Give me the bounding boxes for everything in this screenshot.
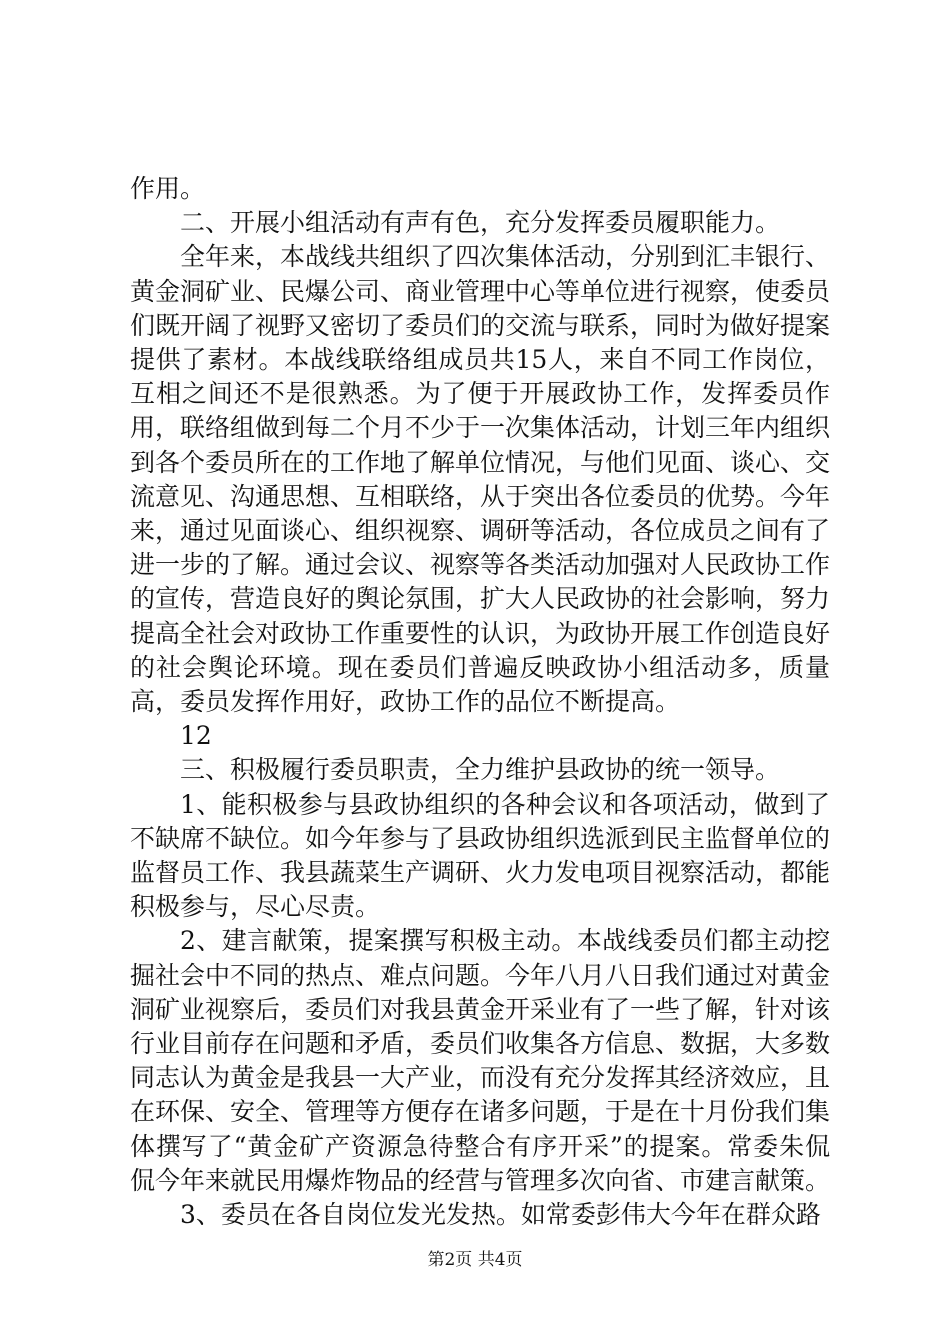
paragraph-group-activities: 全年来，本战线共组织了四次集体活动，分别到汇丰银行、黄金洞矿业、民爆公司、商业管理中心等单位进行视察，使委员们既开阔了视野又密切了委员们的交流与联系，同时为做好提案提供了素材。本战线联络组成员共15人，来自不同工作岗位，互相之间还不是很熟悉。为了便于开展政协工作，发挥委员作用，联络组做到每二个月不少于一次集体活动，计划三年内组织到各个委员所在的工作地了解单位情况，与他们见面、谈心、交流意见、沟通思想、互相联络，从于突出各位委员的优势。今年来，通过见面谈心、组织视察、调研等活动，各位成员之间有了进一步的了解。通过会议、视察等各类活动加强对人民政协工作的宣传，营造良好的舆论氛围，扩大人民政协的社会影响，努力提高全社会对政协工作重要性的认识，为政协开展工作创造良好的社会舆论环境。现在委员们普遍反映政协小组活动多，质量高，委员发挥作用好，政协工作的品位不断提高。 bbox=[130, 242, 831, 717]
stray-number: 12 bbox=[180, 721, 212, 751]
paragraph-item-2: 2、建言献策，提案撰写积极主动。本战线委员们都主动挖掘社会中不同的热点、难点问题。今年八月八日我们通过对黄金洞矿业视察后，委员们对我县黄金开采业有了一些了解，针对该行业目前存在问题和矛盾，委员们收集各方信息、数据，大多数同志认为黄金是我县一大产业，而没有充分发挥其经济效应，且在环保、安全、管理等方便存在诸多问题，于是在十月份我们集体撰写了“黄金矿产资源急待整合有序开采”的提案。常委朱侃侃今年来就民用爆炸物品的经营与管理多次向省、市建言献策。 bbox=[130, 926, 831, 1195]
section-heading-2: 二、开展小组活动有声有色，充分发挥委员履职能力。 bbox=[180, 208, 781, 238]
paragraph-item-3: 3、委员在各自岗位发光发热。如常委彭伟大今年在群众路 bbox=[180, 1200, 821, 1230]
page-footer: 第2页 共4页 bbox=[427, 1250, 523, 1270]
section-heading-3: 三、积极履行委员职责，全力维护县政协的统一领导。 bbox=[180, 755, 781, 785]
paragraph-item-1: 1、能积极参与县政协组织的各种会议和各项活动，做到了不缺席不缺位。如今年参与了县政协组织选派到民主监督单位的监督员工作、我县蔬菜生产调研、火力发电项目视察活动，都能积极参与，尽心尽责。 bbox=[130, 789, 831, 922]
paragraph-continuation: 作用。 bbox=[130, 174, 206, 203]
document-body bbox=[130, 172, 830, 1232]
